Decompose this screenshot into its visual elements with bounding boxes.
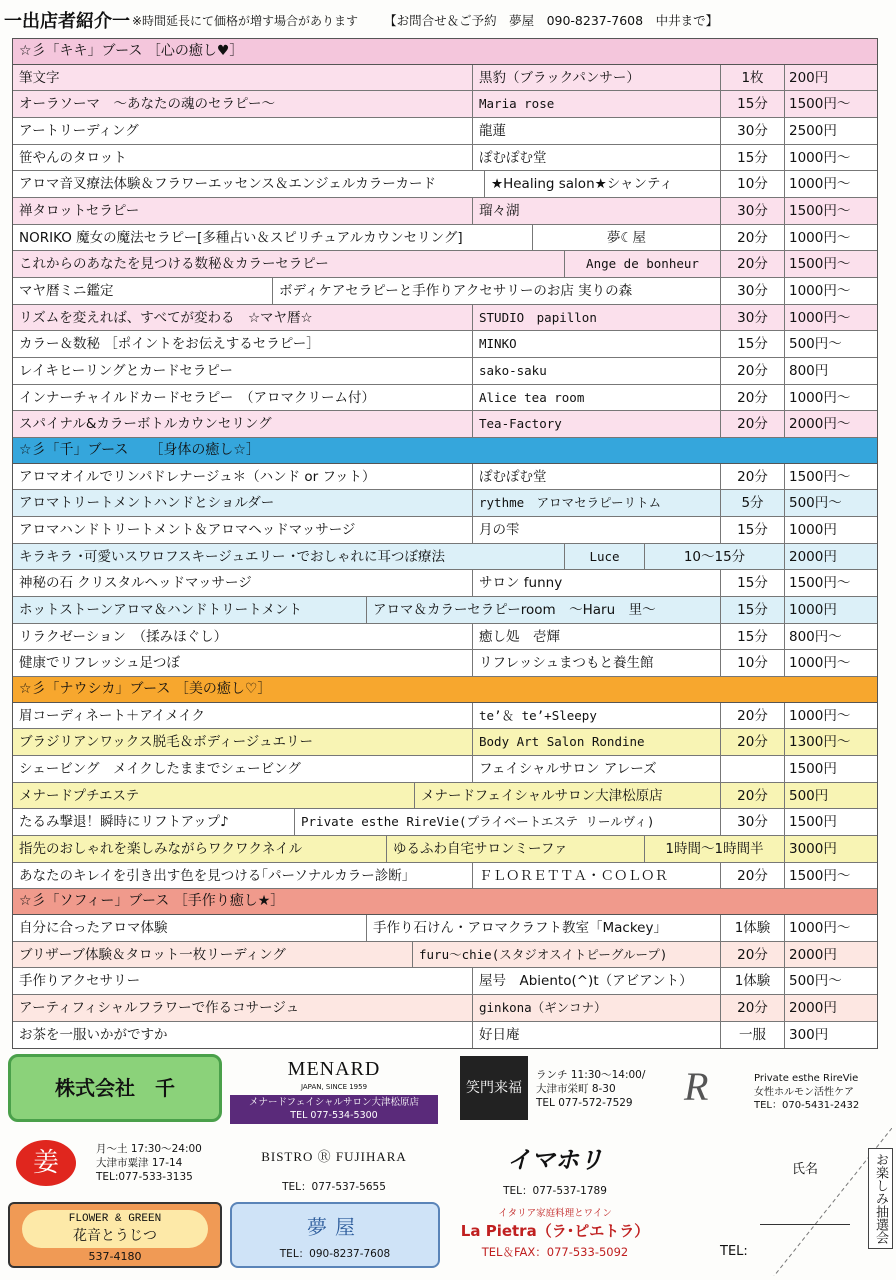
time-cell: 15分 (721, 331, 785, 357)
time-cell: 5分 (721, 490, 785, 516)
menu-cell: キラキラ ･可愛いスワロフスキージュエリー ･でおしゃれに耳つぼ療法 (13, 544, 565, 570)
table-row (13, 968, 877, 995)
section-header: ☆彡「ソフィー」ブース ［手作り癒し★］ (13, 889, 877, 915)
time-cell: 15分 (721, 624, 785, 650)
table-row (13, 597, 877, 624)
shop-cell: Alice tea room (473, 385, 721, 411)
menu-cell: アロマハンドトリートメント＆アロマヘッドマッサージ (13, 517, 473, 543)
imahori-tel: TEL：077-537-1789 (503, 1185, 607, 1198)
table-row (13, 91, 877, 118)
pietra-tel: TEL＆FAX：077-533-5092 (481, 1245, 629, 1260)
table-row (13, 305, 877, 332)
price-cell: 1500円～ (789, 256, 851, 273)
shop-cell: Private esthe RireVie(プライベートエステ リールヴィ) (295, 809, 721, 835)
table-row (13, 65, 877, 92)
table-row (13, 225, 877, 252)
time-cell: 20分 (721, 358, 785, 384)
contact-info: 【お問合せ＆ご予約 夢屋 090-8237-7608 中井まで】 (384, 13, 719, 28)
table-row (13, 729, 877, 756)
table-row (13, 809, 877, 836)
menu-cell: これからのあなたを見つける数秘＆カラーセラピー (13, 251, 565, 277)
shop-cell: 癒し処 壱輝 (473, 624, 721, 650)
shop-cell: サロン funny (473, 570, 721, 596)
shop-cell: 夢☾屋 (533, 225, 721, 251)
price-cell: 1000円～ (789, 309, 851, 326)
page-header (4, 6, 892, 34)
price-cell: 1500円～ (789, 96, 851, 113)
yumeya-tel: TEL：090-8237-7608 (279, 1248, 391, 1260)
time-cell: 1時間～1時間半 (645, 836, 785, 862)
time-cell: 15分 (721, 597, 785, 623)
shop-cell: ぽむぽむ堂 (473, 464, 721, 490)
kan-logo-text: 姜 (32, 1148, 59, 1178)
menu-cell: スパイナル&カラーボトルカウンセリング (13, 411, 473, 437)
shop-cell: ＦＬＯＲＥＴＴＡ・ＣＯＬＯＲ (473, 863, 721, 889)
shop-cell: 瑠々湖 (473, 198, 721, 224)
table-row (13, 118, 877, 145)
shop-cell: te’＆ te’+Sleepy (473, 703, 721, 729)
menu-cell: 筆文字 (13, 65, 473, 91)
time-cell: 30分 (721, 118, 785, 144)
menu-cell: あなたのキレイを引き出す色を見つける｢パーソナルカラー診断｣ (13, 863, 473, 889)
table-row (13, 650, 877, 677)
price-cell: 1500円～ (789, 202, 851, 219)
menu-cell: 健康でリフレッシュ足つぼ (13, 650, 473, 676)
section-header: ☆彡「キキ」ブース ［心の癒し♥］ (13, 39, 877, 65)
menu-cell: 自分に合ったアロマ体験 (13, 915, 367, 941)
table-row (13, 251, 877, 278)
price-cell: 1000円～ (789, 707, 851, 724)
ad-sen (8, 1054, 222, 1122)
imahori-name: イマホリ (507, 1146, 603, 1174)
shop-cell: 屋号 Abiento(^)t（アビアント） (473, 968, 721, 994)
table-row (13, 411, 877, 438)
price-cell: 1500円 (789, 761, 837, 777)
menu-cell: ホットストーンアロマ＆ハンドトリートメント (13, 597, 367, 623)
price-cell: 1000円～ (789, 176, 851, 193)
time-cell: 20分 (721, 411, 785, 437)
raffle-name-label: 氏名 (792, 1162, 819, 1177)
ad-bistro (228, 1130, 440, 1198)
price-cell: 1000円～ (789, 283, 851, 299)
menard-name: メナードフェイシャルサロン大津松原店 (248, 1097, 420, 1109)
shop-cell: リフレッシュまつもと養生館 (473, 650, 721, 676)
price-cell: 800円～ (789, 628, 842, 645)
time-cell: 15分 (721, 91, 785, 117)
menard-sub: JAPAN, SINCE 1959 (300, 1083, 368, 1091)
price-cell: 2000円 (789, 946, 837, 963)
shop-cell: ginkona（ギンコナ） (473, 995, 721, 1021)
price-cell: 2500円 (789, 122, 837, 139)
table-row (13, 942, 877, 969)
menu-cell: マヤ暦ミニ鑑定 (13, 278, 273, 304)
ad-imahori (450, 1130, 660, 1198)
time-cell: 一服 (721, 1022, 785, 1049)
ad-flower (8, 1202, 222, 1268)
table-row (13, 703, 877, 730)
table-row (13, 836, 877, 863)
menu-cell: オーラソーマ ～あなたの魂のセラピー～ (13, 91, 473, 117)
shop-cell: 月の雫 (473, 517, 721, 543)
time-cell: 30分 (721, 809, 785, 835)
table-row (13, 385, 877, 412)
price-cell: 500円～ (789, 495, 842, 512)
cut-line (664, 1128, 892, 1276)
menu-cell: アーティフィシャルフラワーで作るコサージュ (13, 995, 473, 1021)
time-cell: 20分 (721, 251, 785, 277)
price-cell: 1500円～ (789, 575, 851, 592)
price-cell: 1000円～ (789, 149, 851, 166)
vendor-table (12, 38, 878, 1049)
bistro-name: BISTRO Ⓡ FUJIHARA (261, 1149, 407, 1164)
menu-cell: 笹やんのタロット (13, 145, 473, 171)
rirevie-sub: 女性ホルモン活性ケア (754, 1086, 854, 1098)
shop-cell: ★Healing salon★シャンティ (485, 171, 721, 197)
menu-cell: 指先のおしゃれを楽しみながらワクワクネイル (13, 836, 387, 862)
section-header: ☆彡「千」ブース ［身体の癒し☆］ (13, 438, 877, 464)
menu-cell: シェービング メイクしたままでシェービング (13, 756, 473, 782)
time-cell: 1体験 (721, 968, 785, 994)
kan-addr: 大津市粟津 17-14 (96, 1157, 183, 1170)
shop-cell: 手作り石けん・アロマクラフト教室「Mackey」 (367, 915, 721, 941)
menu-cell: インナーチャイルドカードセラピー （アロマクリーム付） (13, 385, 473, 411)
time-cell: 10分 (721, 171, 785, 197)
table-row (13, 995, 877, 1022)
flower-shop: 花音とうじつ (73, 1227, 157, 1244)
shop-cell: Ange de bonheur (565, 251, 721, 277)
table-row (13, 198, 877, 225)
flower-tel: 537-4180 (88, 1249, 142, 1263)
menu-cell: アロマトリートメントハンドとショルダー (13, 490, 473, 516)
price-cell: 300円 (789, 1026, 829, 1043)
time-cell: 1体験 (721, 915, 785, 941)
menu-cell: カラー＆数秘 ［ポイントをお伝えするセラピー］ (13, 331, 473, 357)
menu-cell: アロマオイルでリンパドレナージュ＊（ハンド or フット） (13, 464, 473, 490)
table-row (13, 544, 877, 571)
menu-cell: リズムを変えれば、すべてが変わる ☆マヤ暦☆ (13, 305, 473, 331)
table-row (13, 783, 877, 810)
menu-cell: 手作りアクセサリー (13, 968, 473, 994)
shop-cell: sako-saku (473, 358, 721, 384)
shop-cell: 好日庵 (473, 1022, 721, 1049)
price-cell: 1300円～ (789, 734, 851, 751)
shop-cell: Luce (565, 544, 645, 570)
time-cell: 30分 (721, 278, 785, 304)
raffle-title: お楽しみ抽選会 (868, 1148, 893, 1249)
page-title: 一出店者紹介一 (4, 11, 130, 32)
time-cell: 20分 (721, 783, 785, 809)
menard-logo: MENARD (287, 1058, 381, 1080)
kan-logo (16, 1140, 76, 1186)
table-row (13, 570, 877, 597)
price-cell: 1000円～ (789, 655, 851, 672)
shop-cell: furu～chie(スタジオスイトピーグループ) (413, 942, 721, 968)
time-cell: 20分 (721, 942, 785, 968)
time-cell: 15分 (721, 517, 785, 543)
table-row (13, 490, 877, 517)
ad-sen-name: 株式会社 千 (55, 1075, 175, 1100)
table-row (13, 915, 877, 942)
table-row (13, 358, 877, 385)
menu-cell: アートリーディング (13, 118, 473, 144)
rirevie-name: Private esthe RireVie (754, 1073, 859, 1084)
shop-cell: 龍蓮 (473, 118, 721, 144)
time-cell: 20分 (721, 995, 785, 1021)
price-cell: 1500円～ (789, 867, 851, 884)
shop-cell: ボディケアセラピーと手作りアクセサリーのお店 実りの森 (273, 278, 721, 304)
pietra-name: La Pietra（ラ･ピエトラ） (460, 1221, 650, 1240)
time-cell: 10分 (721, 650, 785, 676)
shop-cell: アロマ＆カラーセラピーroom ～Haru 里～ (367, 597, 721, 623)
price-cell: 2000円 (789, 548, 837, 565)
menu-cell: メナードプチエステ (13, 783, 415, 809)
kan-tel: TEL:077-533-3135 (96, 1171, 193, 1184)
ad-pietra (450, 1202, 660, 1268)
menu-cell: リラクゼーション （揉みほぐし） (13, 624, 473, 650)
price-cell: 500円～ (789, 336, 842, 353)
price-cell: 500円～ (789, 973, 842, 990)
table-row (13, 756, 877, 783)
price-note: ※時間延長にて価格が増す場合があります (132, 13, 359, 28)
pietra-sub: イタリア家庭料理とワイン (498, 1208, 612, 1219)
time-cell: 20分 (721, 863, 785, 889)
rirevie-tel: TEL：070-5431-2432 (754, 1100, 860, 1111)
shop-cell: Body Art Salon Rondine (473, 729, 721, 755)
price-cell: 1500円～ (789, 468, 851, 485)
price-cell: 2000円 (789, 1000, 837, 1016)
ryuu-addr: 大津市栄町 8-30 (536, 1083, 616, 1096)
price-cell: 1000円 (789, 602, 837, 619)
shop-cell: MINKO (473, 331, 721, 357)
table-row (13, 464, 877, 491)
table-row (13, 624, 877, 651)
time-cell: 30分 (721, 198, 785, 224)
time-cell: 20分 (721, 464, 785, 490)
price-cell: 1000円 (789, 522, 837, 538)
time-cell: 15分 (721, 570, 785, 596)
price-cell: 1000円～ (789, 229, 851, 246)
rirevie-logo: R (684, 1064, 709, 1109)
bistro-tel: TEL：077-537-5655 (282, 1180, 386, 1193)
time-cell: 30分 (721, 305, 785, 331)
menu-cell: アロマ音叉療法体験＆フラワーエッセンス＆エンジェルカラーカード (13, 171, 485, 197)
table-row (13, 171, 877, 198)
time-cell: 10～15分 (645, 544, 785, 570)
time-cell: 20分 (721, 703, 785, 729)
time-cell: 20分 (721, 225, 785, 251)
shop-cell: rythme アロマセラピーリトム (473, 490, 721, 516)
menu-cell: 神秘の石 クリスタルヘッドマッサージ (13, 570, 473, 596)
shop-cell: STUDIO papillon (473, 305, 721, 331)
table-row (13, 1022, 877, 1049)
menu-cell: 眉コーディネート＋アイメイク (13, 703, 473, 729)
section-header: ☆彡「ナウシカ」ブース ［美の癒し♡］ (13, 677, 877, 703)
kan-hours: 月～土 17:30～24:00 (96, 1143, 202, 1155)
price-cell: 1000円～ (789, 919, 851, 936)
table-row (13, 863, 877, 890)
price-cell: 2000円～ (789, 416, 851, 433)
menu-cell: NORIKO 魔女の魔法セラピー[多種占い＆スピリチュアルカウンセリング] (13, 225, 533, 251)
table-row (13, 331, 877, 358)
time-cell: 20分 (721, 385, 785, 411)
ryuu-logo: 笑門来福 (460, 1056, 528, 1120)
shop-cell: Tea-Factory (473, 411, 721, 437)
price-cell: 500円 (789, 787, 829, 804)
table-row (13, 517, 877, 544)
time-cell: 15分 (721, 145, 785, 171)
table-row (13, 145, 877, 172)
price-cell: 3000円 (789, 841, 837, 858)
price-cell: 200円 (789, 69, 829, 86)
raffle-coupon (664, 1128, 892, 1276)
sponsor-ads (4, 1052, 892, 1276)
shop-cell: メナードフェイシャルサロン大津松原店 (415, 783, 721, 809)
shop-cell: 黒豹（ブラックパンサー） (473, 65, 721, 91)
price-cell: 800円 (789, 363, 829, 380)
ad-yumeya (230, 1202, 440, 1268)
ryuu-hours: ランチ 11:30～14:00/ (536, 1069, 646, 1081)
ryuu-tel: TEL 077-572-7529 (536, 1097, 633, 1110)
menu-cell: たるみ撃退！瞬時にリフトアップ♪ (13, 809, 295, 835)
menu-cell: お茶を一服いかがですか (13, 1022, 473, 1049)
raffle-name-line (760, 1224, 850, 1225)
ad-rirevie (666, 1054, 888, 1124)
menu-cell: 禅タロットセラピー (13, 198, 473, 224)
shop-cell: ゆるふわ自宅サロンミーファ (387, 836, 645, 862)
menu-cell: ブリザーブ体験＆タロット一枚リーディング (13, 942, 413, 968)
table-row (13, 278, 877, 305)
ad-ryuu (450, 1054, 660, 1124)
time-cell (721, 756, 785, 782)
time-cell: 20分 (721, 729, 785, 755)
price-cell: 1000円～ (789, 389, 851, 406)
menu-cell: ブラジリアンワックス脱毛＆ボディージュエリー (13, 729, 473, 755)
menard-tel: TEL 077-534-5300 (290, 1110, 378, 1122)
menu-cell: レイキヒーリングとカードセラピー (13, 358, 473, 384)
ad-kan (8, 1130, 222, 1198)
raffle-tel-label: TEL: (720, 1244, 748, 1259)
shop-cell: Maria rose (473, 91, 721, 117)
yumeya-name: 夢屋 (307, 1215, 363, 1239)
shop-cell: フェイシャルサロン アレーズ (473, 756, 721, 782)
shop-cell: ぽむぽむ堂 (473, 145, 721, 171)
price-cell: 1500円 (789, 814, 837, 831)
ad-menard (228, 1054, 440, 1124)
flower-name: FLOWER & GREEN (68, 1213, 162, 1225)
time-cell: 1枚 (721, 65, 785, 91)
